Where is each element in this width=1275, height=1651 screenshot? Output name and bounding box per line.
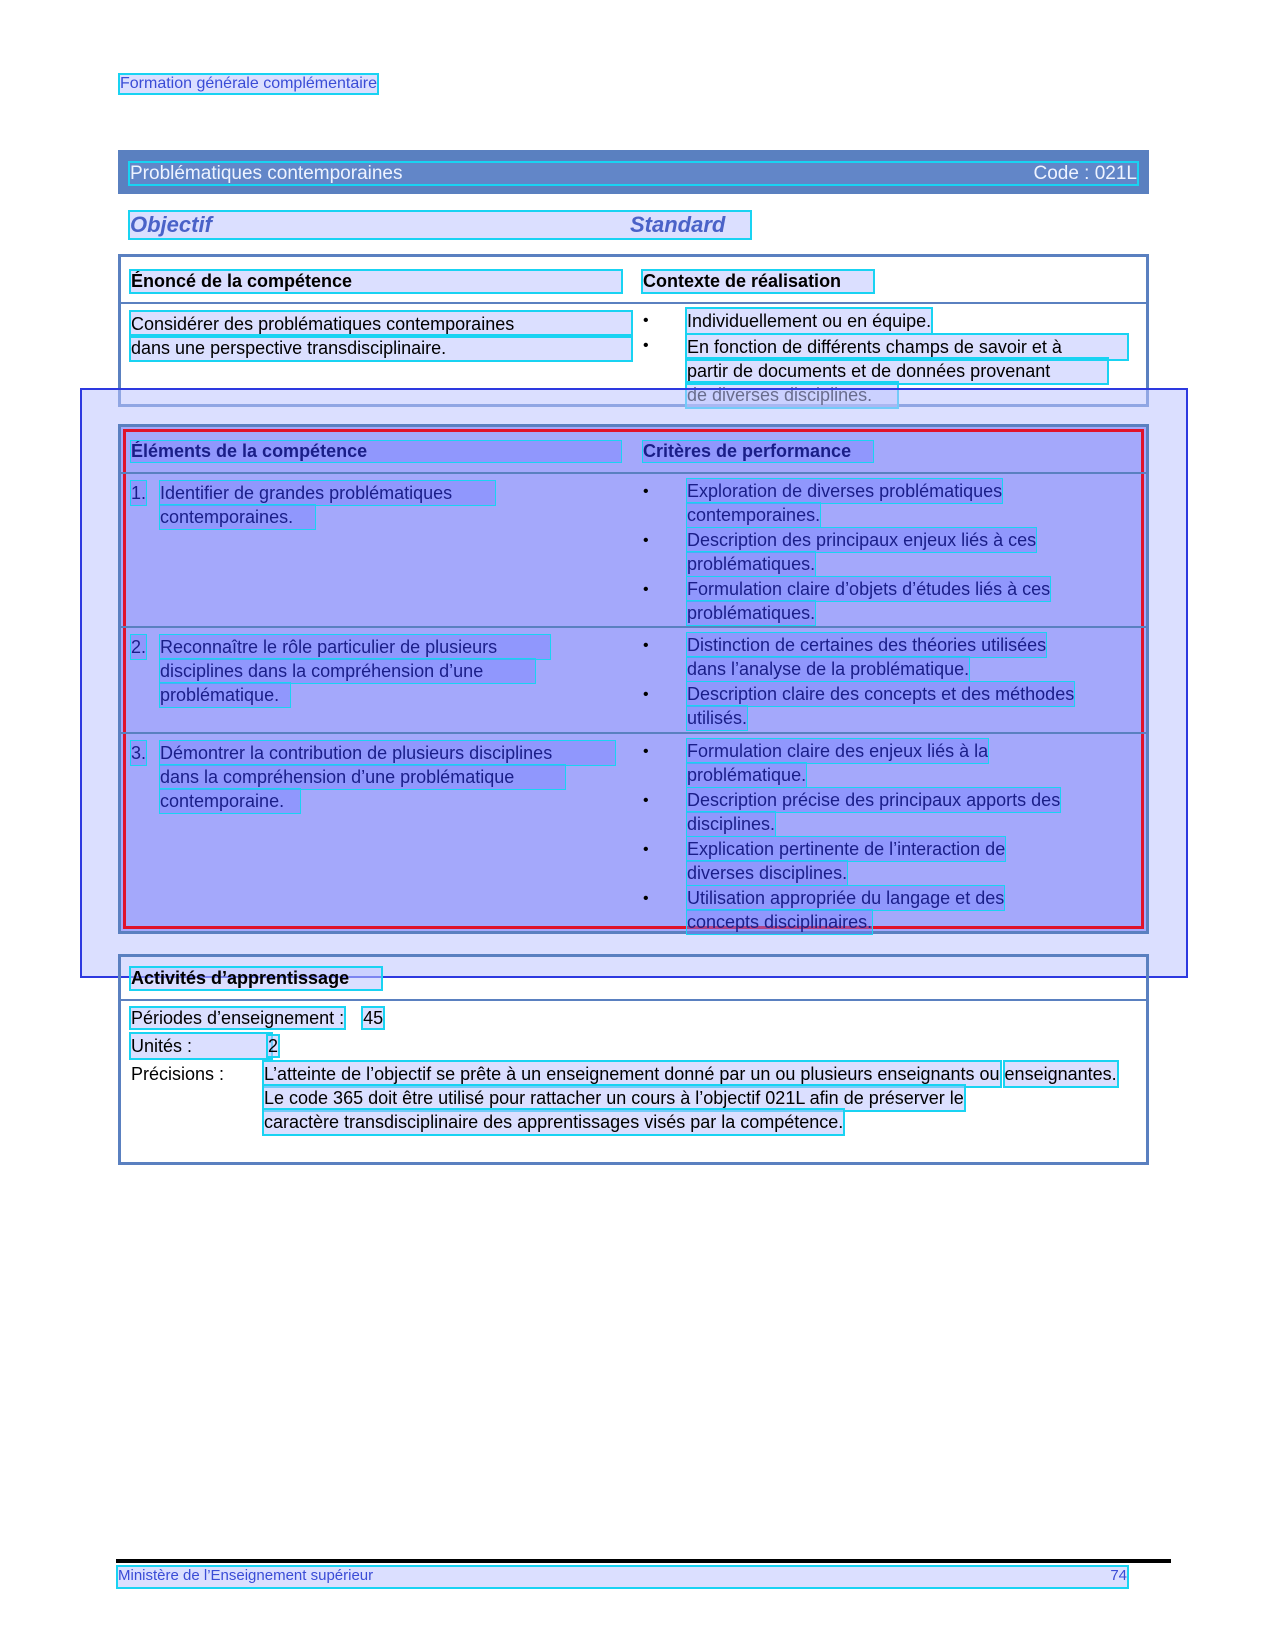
- standard-label: Standard: [630, 212, 726, 237]
- bullet-icon: •: [643, 792, 649, 809]
- elements-header: Éléments de la compétence: [131, 441, 621, 462]
- criterion-item: Description claire des concepts et des méthodes utilisés.: [687, 684, 1075, 728]
- precisions-label: Précisions :: [131, 1064, 225, 1084]
- row-divider: [121, 732, 1146, 734]
- statement-text: Considérer des problématiques contemporaines dans une perspective transdisciplinaire.: [131, 312, 631, 360]
- footer: [118, 1567, 1127, 1587]
- running-header: Formation générale complémentaire: [120, 75, 378, 92]
- bullet-icon: •: [643, 841, 649, 858]
- course-code: Code : 021L: [1033, 162, 1137, 184]
- criterion-item: Description des principaux enjeux liés à ces problématiques.: [687, 530, 1037, 574]
- units-row: [131, 1034, 278, 1058]
- criterion-item: Utilisation appropriée du langage et des concepts disciplinaires.: [687, 888, 1005, 932]
- bullet-icon: •: [643, 890, 649, 907]
- page-number: 74: [1110, 1567, 1127, 1584]
- competence-box: [118, 254, 1149, 407]
- units-label: Unités :: [131, 1034, 271, 1058]
- context-header: Contexte de réalisation: [643, 271, 873, 292]
- bullet-icon: •: [643, 743, 649, 760]
- activities-header: Activités d’apprentissage: [131, 968, 381, 989]
- units-value: 2: [268, 1036, 279, 1056]
- bullet-icon: •: [643, 637, 649, 654]
- course-title: Problématiques contemporaines: [130, 162, 403, 184]
- competence-divider: [121, 302, 1146, 304]
- context-item: En fonction de différents champs de savoir et à partir de documents et de données provenant: [687, 335, 1127, 407]
- criterion-item: Formulation claire des enjeux liés à la problématique.: [687, 741, 989, 785]
- periods-label: Périodes d’enseignement :: [131, 1008, 345, 1028]
- title-bar: [118, 150, 1149, 194]
- table-divider: [121, 472, 1146, 474]
- periods-value: 45: [363, 1008, 384, 1028]
- objective-standard-row: [130, 212, 750, 238]
- objective-label: Objectif: [130, 212, 212, 237]
- bullet-icon: •: [643, 581, 649, 598]
- criterion-item: Distinction de certaines des théories utilisées dans l’analyse de la problématique.: [687, 635, 1047, 679]
- activities-divider: [121, 999, 1146, 1001]
- bullet-icon: •: [643, 337, 649, 354]
- statement-header: Énoncé de la compétence: [131, 271, 621, 292]
- periods-row: [131, 1006, 383, 1030]
- context-item: Individuellement ou en équipe.: [687, 311, 932, 331]
- criterion-item: Description précise des principaux apports des disciplines.: [687, 790, 1061, 834]
- criterion-item: Exploration de diverses problématiques contemporaines.: [687, 481, 1003, 525]
- precisions-text: L’atteinte de l’objectif se prête à un enseignement donné par un ou plusieurs enseignants ou enseignantes. Le code 365 doit être utilisé pour rattacher un cours à l’objectif 021L afin de préserver le caractère transdisciplinaire des apprentissages visés par la compétence.: [264, 1064, 1117, 1132]
- bullet-icon: •: [643, 686, 649, 703]
- bullet-icon: •: [643, 483, 649, 500]
- footer-ministry: Ministère de l’Enseignement supérieur: [118, 1567, 374, 1584]
- performance-table: Éléments de la compétence Critères de performance 1. Identifier de grandes problématiques contemporaines. • Exploration de diverses problématiques contemporaines. • Description des principaux enjeux liés à ces problématiques. • Formulation claire d’objets d’études liés à ces problématiques. 2. Reconnaître le rôle particulier de plusieurs disciplines dans la compréhension d’une problématique. • Distinction de certaines des théories utilisées dans l’analyse de la problématique. • Description claire des concepts et des méthodes utilisés. 3. Démontrer la contribution de plusieurs disciplines dans la compréhension d’une problématique contemporaine. • Formulation claire des enjeux liés à la problématique. • Description précise des principaux apports des disciplines. • Explication pertinente de l’interaction de diverses disciplines. • Utilisation appropriée du langage et des concepts disciplinaires.: [118, 424, 1149, 934]
- criteria-header: Critères de performance: [643, 441, 873, 462]
- bullet-icon: •: [643, 532, 649, 549]
- criterion-item: Formulation claire d’objets d’études liés à ces problématiques.: [687, 579, 1051, 623]
- criterion-item: Explication pertinente de l’interaction de diverses disciplines.: [687, 839, 1006, 883]
- bullet-icon: •: [643, 312, 649, 329]
- activities-box: [118, 954, 1149, 1165]
- footer-rule: [116, 1559, 1171, 1563]
- row-divider: [121, 626, 1146, 628]
